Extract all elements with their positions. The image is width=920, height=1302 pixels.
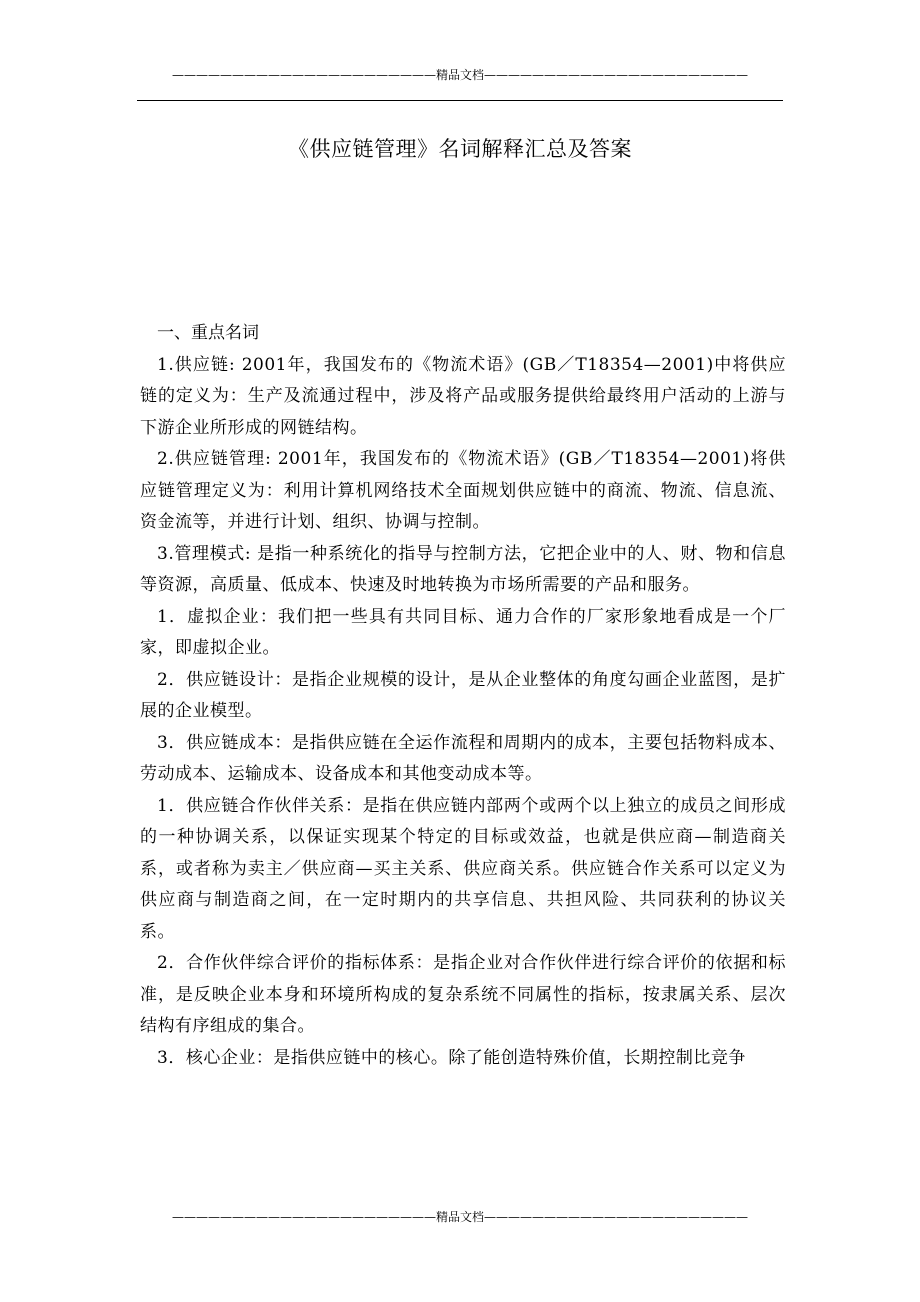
document-title: 《供应链管理》名词解释汇总及答案 (288, 137, 632, 161)
paragraph-supply-chain-cost: 3．供应链成本：是指供应链在全运作流程和周期内的成本，主要包括物料成本、劳动成本、运输成本、设备成本和其他变动成本等。 (140, 732, 786, 784)
header-divider (137, 100, 783, 101)
paragraph-supply-chain-design: 2．供应链设计：是指企业规模的设计，是从企业整体的角度勾画企业蓝图，是扩展的企业模型。 (140, 669, 786, 721)
paragraph-partnership: 1．供应链合作伙伴关系：是指在供应链内部两个或两个以上独立的成员之间形成的一种协调关系，以保证实现某个特定的目标或效益，也就是供应商—制造商关系，或者称为卖主／供应商—买主关系、供应商关系。供应链合作关系可以定义为供应商与制造商之间，在一定时期内的共享信息、共担风险、共同获利的协议关系。 (140, 795, 786, 942)
page-header: ——————————————————————精品文档—————————————————————— (171, 68, 748, 82)
paragraph-evaluation-index: 2．合作伙伴综合评价的指标体系：是指企业对合作伙伴进行综合评价的依据和标准，是反映企业本身和环境所构成的复杂系统不同属性的指标，按隶属关系、层次结构有序组成的集合。 (140, 953, 786, 1036)
paragraph-core-enterprise: 3．核心企业：是指供应链中的核心。除了能创造特殊价值，长期控制比竞争 (157, 1047, 746, 1068)
paragraph-supply-chain-management: 2.供应链管理: 2001年，我国发布的《物流术语》(GB／T18354—2001)将供应链管理定义为：利用计算机网络技术全面规划供应链中的商流、物流、信息流、资金流等，并进行计划、组织、协调与控制。 (140, 449, 786, 532)
section-heading: 一、重点名词 (157, 323, 259, 343)
paragraph-supply-chain: 1.供应链: 2001年，我国发布的《物流术语》(GB／T18354—2001)中将供应链的定义为：生产及流通过程中，涉及将产品或服务提供给最终用户活动的上游与下游企业所形成的网链结构。 (140, 354, 786, 438)
paragraph-management-mode: 3.管理模式: 是指一种系统化的指导与控制方法，它把企业中的人、财、物和信息等资源，高质量、低成本、快速及时地转换为市场所需要的产品和服务。 (140, 543, 786, 595)
page-footer: ——————————————————————精品文档—————————————————————— (171, 1210, 748, 1224)
paragraph-virtual-enterprise: 1．虚拟企业：我们把一些具有共同目标、通力合作的厂家形象地看成是一个厂家，即虚拟企业。 (140, 606, 786, 658)
document-body (140, 318, 786, 1074)
